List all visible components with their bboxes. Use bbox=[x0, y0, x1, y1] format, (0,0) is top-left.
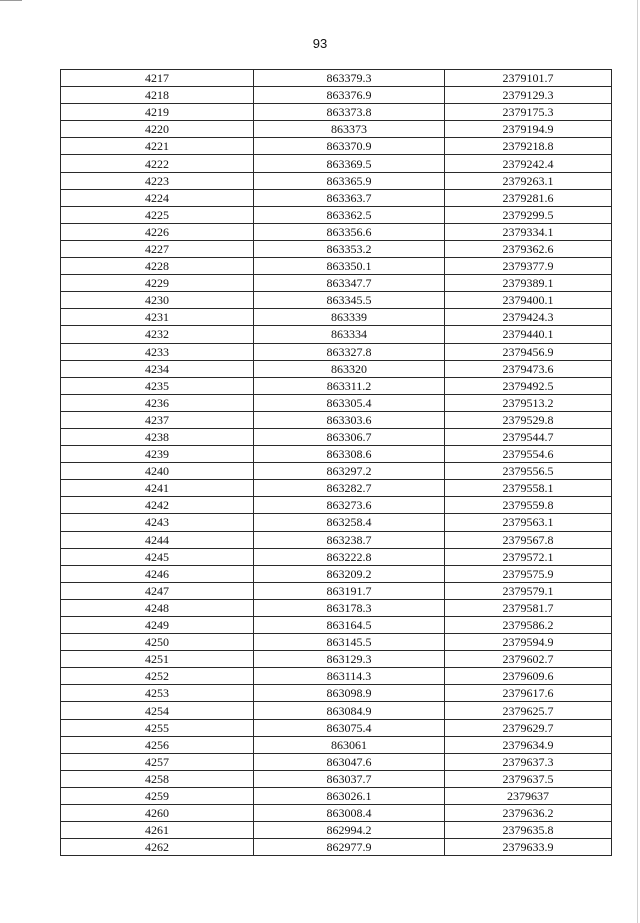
x-coordinate-cell: 863334 bbox=[254, 326, 445, 343]
x-coordinate-cell: 863353.2 bbox=[254, 240, 445, 257]
point-number-cell: 4229 bbox=[61, 275, 254, 292]
table-row bbox=[61, 377, 612, 394]
point-number-cell: 4246 bbox=[61, 565, 254, 582]
table-row bbox=[61, 805, 612, 822]
point-number-cell: 4247 bbox=[61, 582, 254, 599]
coordinates-table bbox=[60, 69, 612, 856]
point-number-cell: 4219 bbox=[61, 104, 254, 121]
coordinates-table-body bbox=[61, 70, 612, 856]
x-coordinate-cell: 863129.3 bbox=[254, 651, 445, 668]
point-number-cell: 4235 bbox=[61, 377, 254, 394]
scan-edge-right bbox=[637, 0, 638, 923]
y-coordinate-cell: 2379556.5 bbox=[445, 463, 612, 480]
point-number-cell: 4237 bbox=[61, 411, 254, 428]
y-coordinate-cell: 2379579.1 bbox=[445, 582, 612, 599]
table-row bbox=[61, 360, 612, 377]
point-number-cell: 4238 bbox=[61, 428, 254, 445]
x-coordinate-cell: 863191.7 bbox=[254, 582, 445, 599]
table-row bbox=[61, 428, 612, 445]
table-row bbox=[61, 480, 612, 497]
x-coordinate-cell: 863084.9 bbox=[254, 702, 445, 719]
x-coordinate-cell: 863350.1 bbox=[254, 258, 445, 275]
y-coordinate-cell: 2379637.3 bbox=[445, 753, 612, 770]
y-coordinate-cell: 2379218.8 bbox=[445, 138, 612, 155]
y-coordinate-cell: 2379101.7 bbox=[445, 70, 612, 87]
y-coordinate-cell: 2379629.7 bbox=[445, 719, 612, 736]
point-number-cell: 4254 bbox=[61, 702, 254, 719]
table-row bbox=[61, 275, 612, 292]
y-coordinate-cell: 2379634.9 bbox=[445, 736, 612, 753]
point-number-cell: 4218 bbox=[61, 87, 254, 104]
table-row bbox=[61, 685, 612, 702]
table-row bbox=[61, 223, 612, 240]
x-coordinate-cell: 863311.2 bbox=[254, 377, 445, 394]
x-coordinate-cell: 863365.9 bbox=[254, 172, 445, 189]
x-coordinate-cell: 863098.9 bbox=[254, 685, 445, 702]
y-coordinate-cell: 2379529.8 bbox=[445, 411, 612, 428]
x-coordinate-cell: 863369.5 bbox=[254, 155, 445, 172]
point-number-cell: 4257 bbox=[61, 753, 254, 770]
table-row bbox=[61, 189, 612, 206]
table-row bbox=[61, 736, 612, 753]
table-row bbox=[61, 172, 612, 189]
point-number-cell: 4225 bbox=[61, 206, 254, 223]
x-coordinate-cell: 863376.9 bbox=[254, 87, 445, 104]
y-coordinate-cell: 2379602.7 bbox=[445, 651, 612, 668]
table-row bbox=[61, 787, 612, 804]
y-coordinate-cell: 2379129.3 bbox=[445, 87, 612, 104]
point-number-cell: 4230 bbox=[61, 292, 254, 309]
x-coordinate-cell: 863320 bbox=[254, 360, 445, 377]
x-coordinate-cell: 863273.6 bbox=[254, 497, 445, 514]
x-coordinate-cell: 863347.7 bbox=[254, 275, 445, 292]
y-coordinate-cell: 2379400.1 bbox=[445, 292, 612, 309]
y-coordinate-cell: 2379281.6 bbox=[445, 189, 612, 206]
table-row bbox=[61, 582, 612, 599]
y-coordinate-cell: 2379559.8 bbox=[445, 497, 612, 514]
y-coordinate-cell: 2379625.7 bbox=[445, 702, 612, 719]
table-row bbox=[61, 121, 612, 138]
x-coordinate-cell: 863164.5 bbox=[254, 617, 445, 634]
point-number-cell: 4223 bbox=[61, 172, 254, 189]
x-coordinate-cell: 863114.3 bbox=[254, 668, 445, 685]
x-coordinate-cell: 863258.4 bbox=[254, 514, 445, 531]
y-coordinate-cell: 2379581.7 bbox=[445, 599, 612, 616]
table-row bbox=[61, 446, 612, 463]
point-number-cell: 4245 bbox=[61, 548, 254, 565]
x-coordinate-cell: 863061 bbox=[254, 736, 445, 753]
y-coordinate-cell: 2379575.9 bbox=[445, 565, 612, 582]
y-coordinate-cell: 2379637.5 bbox=[445, 770, 612, 787]
table-row bbox=[61, 326, 612, 343]
y-coordinate-cell: 2379377.9 bbox=[445, 258, 612, 275]
table-row bbox=[61, 104, 612, 121]
point-number-cell: 4262 bbox=[61, 839, 254, 856]
x-coordinate-cell: 863178.3 bbox=[254, 599, 445, 616]
y-coordinate-cell: 2379567.8 bbox=[445, 531, 612, 548]
table-row bbox=[61, 155, 612, 172]
point-number-cell: 4251 bbox=[61, 651, 254, 668]
y-coordinate-cell: 2379637 bbox=[445, 787, 612, 804]
x-coordinate-cell: 863026.1 bbox=[254, 787, 445, 804]
point-number-cell: 4228 bbox=[61, 258, 254, 275]
table-row bbox=[61, 514, 612, 531]
y-coordinate-cell: 2379242.4 bbox=[445, 155, 612, 172]
x-coordinate-cell: 863305.4 bbox=[254, 394, 445, 411]
point-number-cell: 4234 bbox=[61, 360, 254, 377]
x-coordinate-cell: 863145.5 bbox=[254, 634, 445, 651]
x-coordinate-cell: 863238.7 bbox=[254, 531, 445, 548]
table-row bbox=[61, 702, 612, 719]
table-row bbox=[61, 292, 612, 309]
point-number-cell: 4242 bbox=[61, 497, 254, 514]
table-row bbox=[61, 258, 612, 275]
x-coordinate-cell: 862994.2 bbox=[254, 822, 445, 839]
point-number-cell: 4249 bbox=[61, 617, 254, 634]
table-row bbox=[61, 719, 612, 736]
x-coordinate-cell: 863303.6 bbox=[254, 411, 445, 428]
y-coordinate-cell: 2379558.1 bbox=[445, 480, 612, 497]
table-row bbox=[61, 634, 612, 651]
table-row bbox=[61, 531, 612, 548]
table-row bbox=[61, 87, 612, 104]
point-number-cell: 4220 bbox=[61, 121, 254, 138]
x-coordinate-cell: 863308.6 bbox=[254, 446, 445, 463]
table-row bbox=[61, 463, 612, 480]
point-number-cell: 4241 bbox=[61, 480, 254, 497]
point-number-cell: 4217 bbox=[61, 70, 254, 87]
table-row bbox=[61, 240, 612, 257]
point-number-cell: 4239 bbox=[61, 446, 254, 463]
x-coordinate-cell: 863047.6 bbox=[254, 753, 445, 770]
x-coordinate-cell: 863306.7 bbox=[254, 428, 445, 445]
table-row bbox=[61, 822, 612, 839]
y-coordinate-cell: 2379572.1 bbox=[445, 548, 612, 565]
point-number-cell: 4227 bbox=[61, 240, 254, 257]
y-coordinate-cell: 2379175.3 bbox=[445, 104, 612, 121]
point-number-cell: 4259 bbox=[61, 787, 254, 804]
point-number-cell: 4261 bbox=[61, 822, 254, 839]
table-row bbox=[61, 138, 612, 155]
point-number-cell: 4236 bbox=[61, 394, 254, 411]
y-coordinate-cell: 2379617.6 bbox=[445, 685, 612, 702]
y-coordinate-cell: 2379636.2 bbox=[445, 805, 612, 822]
y-coordinate-cell: 2379362.6 bbox=[445, 240, 612, 257]
point-number-cell: 4252 bbox=[61, 668, 254, 685]
x-coordinate-cell: 862977.9 bbox=[254, 839, 445, 856]
y-coordinate-cell: 2379263.1 bbox=[445, 172, 612, 189]
page-number: 93 bbox=[312, 36, 328, 51]
point-number-cell: 4222 bbox=[61, 155, 254, 172]
x-coordinate-cell: 863373 bbox=[254, 121, 445, 138]
table-row bbox=[61, 548, 612, 565]
y-coordinate-cell: 2379389.1 bbox=[445, 275, 612, 292]
table-row bbox=[61, 651, 612, 668]
point-number-cell: 4232 bbox=[61, 326, 254, 343]
x-coordinate-cell: 863282.7 bbox=[254, 480, 445, 497]
x-coordinate-cell: 863008.4 bbox=[254, 805, 445, 822]
table-row bbox=[61, 411, 612, 428]
point-number-cell: 4253 bbox=[61, 685, 254, 702]
point-number-cell: 4248 bbox=[61, 599, 254, 616]
scan-edge-top bbox=[0, 0, 22, 1]
y-coordinate-cell: 2379492.5 bbox=[445, 377, 612, 394]
y-coordinate-cell: 2379633.9 bbox=[445, 839, 612, 856]
y-coordinate-cell: 2379544.7 bbox=[445, 428, 612, 445]
point-number-cell: 4221 bbox=[61, 138, 254, 155]
table-row bbox=[61, 343, 612, 360]
table-row bbox=[61, 497, 612, 514]
point-number-cell: 4233 bbox=[61, 343, 254, 360]
y-coordinate-cell: 2379456.9 bbox=[445, 343, 612, 360]
point-number-cell: 4260 bbox=[61, 805, 254, 822]
x-coordinate-cell: 863327.8 bbox=[254, 343, 445, 360]
y-coordinate-cell: 2379440.1 bbox=[445, 326, 612, 343]
x-coordinate-cell: 863297.2 bbox=[254, 463, 445, 480]
x-coordinate-cell: 863370.9 bbox=[254, 138, 445, 155]
x-coordinate-cell: 863345.5 bbox=[254, 292, 445, 309]
x-coordinate-cell: 863356.6 bbox=[254, 223, 445, 240]
table-row bbox=[61, 206, 612, 223]
y-coordinate-cell: 2379424.3 bbox=[445, 309, 612, 326]
point-number-cell: 4244 bbox=[61, 531, 254, 548]
point-number-cell: 4226 bbox=[61, 223, 254, 240]
x-coordinate-cell: 863222.8 bbox=[254, 548, 445, 565]
x-coordinate-cell: 863363.7 bbox=[254, 189, 445, 206]
y-coordinate-cell: 2379299.5 bbox=[445, 206, 612, 223]
table-row bbox=[61, 599, 612, 616]
y-coordinate-cell: 2379334.1 bbox=[445, 223, 612, 240]
x-coordinate-cell: 863339 bbox=[254, 309, 445, 326]
point-number-cell: 4224 bbox=[61, 189, 254, 206]
table-row bbox=[61, 839, 612, 856]
y-coordinate-cell: 2379563.1 bbox=[445, 514, 612, 531]
point-number-cell: 4255 bbox=[61, 719, 254, 736]
point-number-cell: 4250 bbox=[61, 634, 254, 651]
point-number-cell: 4231 bbox=[61, 309, 254, 326]
table-row bbox=[61, 394, 612, 411]
table-row bbox=[61, 70, 612, 87]
x-coordinate-cell: 863379.3 bbox=[254, 70, 445, 87]
y-coordinate-cell: 2379635.8 bbox=[445, 822, 612, 839]
y-coordinate-cell: 2379594.9 bbox=[445, 634, 612, 651]
y-coordinate-cell: 2379609.6 bbox=[445, 668, 612, 685]
table-row bbox=[61, 309, 612, 326]
table-row bbox=[61, 770, 612, 787]
y-coordinate-cell: 2379473.6 bbox=[445, 360, 612, 377]
point-number-cell: 4258 bbox=[61, 770, 254, 787]
table-row bbox=[61, 753, 612, 770]
y-coordinate-cell: 2379554.6 bbox=[445, 446, 612, 463]
table-row bbox=[61, 668, 612, 685]
x-coordinate-cell: 863362.5 bbox=[254, 206, 445, 223]
table-row bbox=[61, 565, 612, 582]
y-coordinate-cell: 2379194.9 bbox=[445, 121, 612, 138]
x-coordinate-cell: 863209.2 bbox=[254, 565, 445, 582]
x-coordinate-cell: 863075.4 bbox=[254, 719, 445, 736]
y-coordinate-cell: 2379513.2 bbox=[445, 394, 612, 411]
table-row bbox=[61, 617, 612, 634]
x-coordinate-cell: 863373.8 bbox=[254, 104, 445, 121]
point-number-cell: 4243 bbox=[61, 514, 254, 531]
x-coordinate-cell: 863037.7 bbox=[254, 770, 445, 787]
y-coordinate-cell: 2379586.2 bbox=[445, 617, 612, 634]
point-number-cell: 4256 bbox=[61, 736, 254, 753]
point-number-cell: 4240 bbox=[61, 463, 254, 480]
